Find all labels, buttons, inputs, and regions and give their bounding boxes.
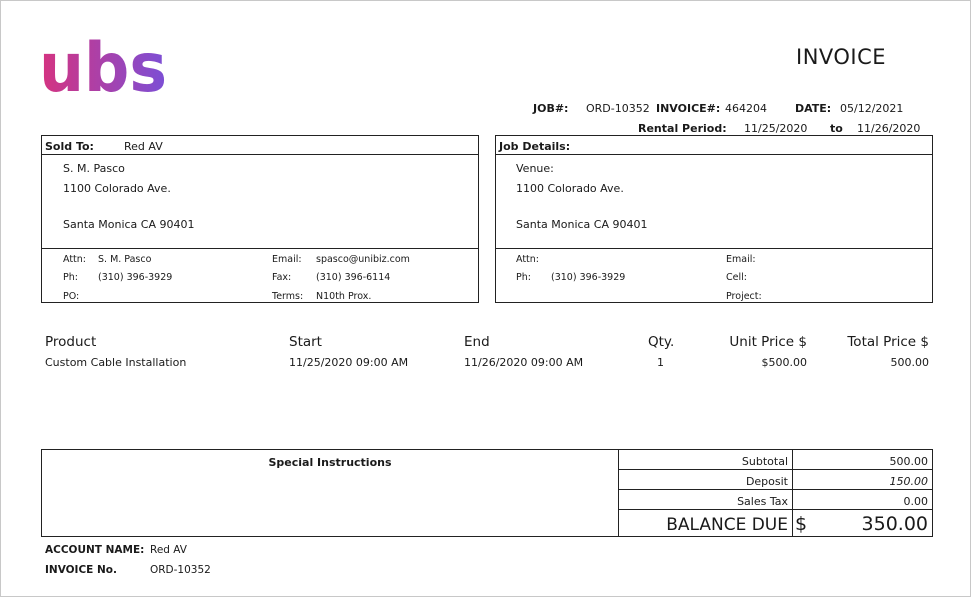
summary-row-line	[618, 509, 932, 510]
sold-to-label: Sold To:	[45, 140, 94, 153]
col-header-unit-price: Unit Price $	[729, 334, 807, 350]
sold-to-attn-value: S. M. Pasco	[98, 254, 152, 265]
rental-period-start: 11/25/2020	[744, 122, 808, 135]
job-phone-label: Ph:	[516, 272, 531, 283]
sold-to-name: S. M. Pasco	[63, 162, 125, 175]
job-details-box	[495, 135, 933, 303]
sold-to-email-label: Email:	[272, 254, 302, 265]
summary-box	[41, 449, 933, 537]
job-number-label: JOB#:	[533, 102, 569, 115]
subtotal-label: Subtotal	[741, 455, 788, 468]
sales-tax-value: 0.00	[903, 495, 928, 508]
item-end: 11/26/2020 09:00 AM	[464, 356, 584, 369]
col-header-start: Start	[289, 334, 322, 350]
rental-period-to: to	[830, 122, 843, 135]
document-title: INVOICE	[796, 45, 887, 69]
sold-to-terms-label: Terms:	[272, 291, 304, 302]
ubs-logo	[39, 29, 171, 101]
sold-to-city: Santa Monica CA 90401	[63, 218, 195, 231]
invoice-number-value: 464204	[725, 102, 767, 115]
job-city: Santa Monica CA 90401	[516, 218, 648, 231]
sold-to-po-label: PO:	[63, 291, 80, 302]
col-header-qty: Qty.	[648, 334, 675, 350]
summary-row-line	[618, 469, 932, 470]
sales-tax-label: Sales Tax	[737, 495, 788, 508]
summary-divider-right	[792, 450, 793, 536]
job-phone-value: (310) 396-3929	[551, 272, 626, 283]
job-details-divider	[496, 248, 932, 249]
item-start: 11/25/2020 09:00 AM	[289, 356, 409, 369]
sold-to-fax-label: Fax:	[272, 272, 292, 283]
balance-due-value: 350.00	[861, 513, 928, 535]
deposit-value: 150.00	[889, 475, 928, 488]
sold-to-email-value: spasco@unibiz.com	[316, 254, 410, 265]
item-total-price: 500.00	[890, 356, 929, 369]
job-email-label: Email:	[726, 254, 756, 265]
job-details-header	[496, 136, 932, 155]
sold-to-fax-value: (310) 396-6114	[316, 272, 391, 283]
item-product: Custom Cable Installation	[45, 356, 187, 369]
col-header-end: End	[464, 334, 490, 350]
job-number-value: ORD-10352	[586, 102, 650, 115]
sold-to-header	[42, 136, 478, 155]
job-project-label: Project:	[726, 291, 762, 302]
item-qty: 1	[657, 356, 664, 369]
summary-row-line	[618, 489, 932, 490]
job-street: 1100 Colorado Ave.	[516, 182, 624, 195]
invoice-no-value: ORD-10352	[150, 564, 211, 576]
rental-period-label: Rental Period:	[638, 122, 727, 135]
job-venue-label: Venue:	[516, 162, 554, 175]
sold-to-attn-label: Attn:	[63, 254, 87, 265]
sold-to-terms-value: N10th Prox.	[316, 291, 372, 302]
invoice-no-label: INVOICE No.	[45, 564, 117, 576]
special-instructions-label: Special Instructions	[268, 456, 392, 469]
sold-to-phone-label: Ph:	[63, 272, 78, 283]
sold-to-company: Red AV	[124, 140, 163, 153]
col-header-total-price: Total Price $	[847, 334, 929, 350]
invoice-number-label: INVOICE#:	[656, 102, 721, 115]
balance-due-currency: $	[795, 513, 808, 535]
sold-to-street: 1100 Colorado Ave.	[63, 182, 171, 195]
sold-to-box	[41, 135, 479, 303]
summary-divider-left	[618, 450, 619, 536]
col-header-product: Product	[45, 334, 97, 350]
sold-to-phone-value: (310) 396-3929	[98, 272, 173, 283]
job-cell-label: Cell:	[726, 272, 747, 283]
account-name-label: ACCOUNT NAME:	[45, 544, 145, 556]
subtotal-value: 500.00	[889, 455, 928, 468]
date-value: 05/12/2021	[840, 102, 904, 115]
account-name-value: Red AV	[150, 544, 187, 556]
rental-period-end: 11/26/2020	[857, 122, 921, 135]
job-attn-label: Attn:	[516, 254, 540, 265]
sold-to-divider	[42, 248, 478, 249]
job-details-label: Job Details:	[499, 140, 571, 153]
balance-due-label: BALANCE DUE	[666, 515, 788, 535]
logo-text: ubs	[39, 29, 167, 101]
deposit-label: Deposit	[745, 475, 788, 488]
item-unit-price: $500.00	[761, 356, 807, 369]
date-label: DATE:	[795, 102, 832, 115]
